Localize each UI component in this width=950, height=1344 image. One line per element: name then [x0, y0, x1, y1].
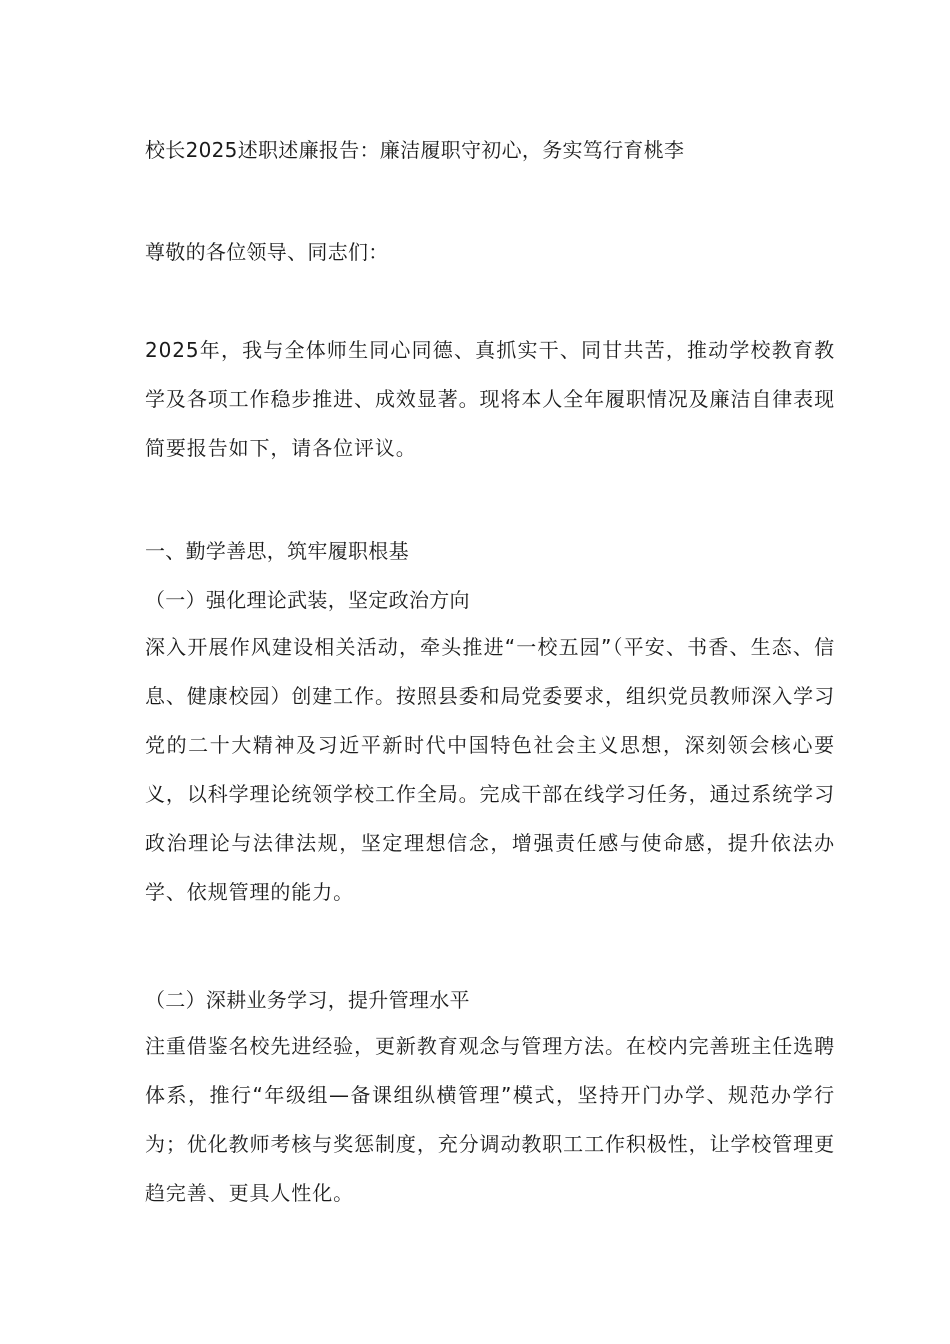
section-heading: 一、勤学善思，筑牢履职根基 — [145, 539, 409, 563]
document-title: 校长2025述职述廉报告：廉洁履职守初心，务实笃行育桃李 — [145, 138, 685, 162]
salutation: 尊敬的各位领导、同志们： — [145, 240, 389, 264]
body-paragraph: 深入开展作风建设相关活动，牵头推进“一校五园”（平安、书香、生态、信息、健康校园）创建工作。按照县委和局党委要求，组织党员教师深入学习党的二十大精神及习近平新时代中国特色社会主义思想，深刻领会核心要义，以科学理论统领学校工作全局。完成干部在线学习任务，通过系统学习政治理论与法律法规，坚定理想信念，增强责任感与使命感，提升依法办学、依规管理的能力。 — [145, 635, 835, 904]
intro-paragraph: 2025年，我与全体师生同心同德、真抓实干、同甘共苦，推动学校教育教学及各项工作稳步推进、成效显著。现将本人全年履职情况及廉洁自律表现简要报告如下，请各位评议。 — [145, 338, 835, 460]
subsection-heading: （二）深耕业务学习，提升管理水平 — [145, 988, 470, 1012]
body-paragraph: 注重借鉴名校先进经验，更新教育观念与管理方法。在校内完善班主任选聘体系，推行“年级组—备课组纵横管理”模式，坚持开门办学、规范办学行为；优化教师考核与奖惩制度，充分调动教职工工作积极性，让学校管理更趋完善、更具人性化。 — [145, 1034, 835, 1205]
subsection-heading: （一）强化理论武装，坚定政治方向 — [145, 588, 470, 612]
